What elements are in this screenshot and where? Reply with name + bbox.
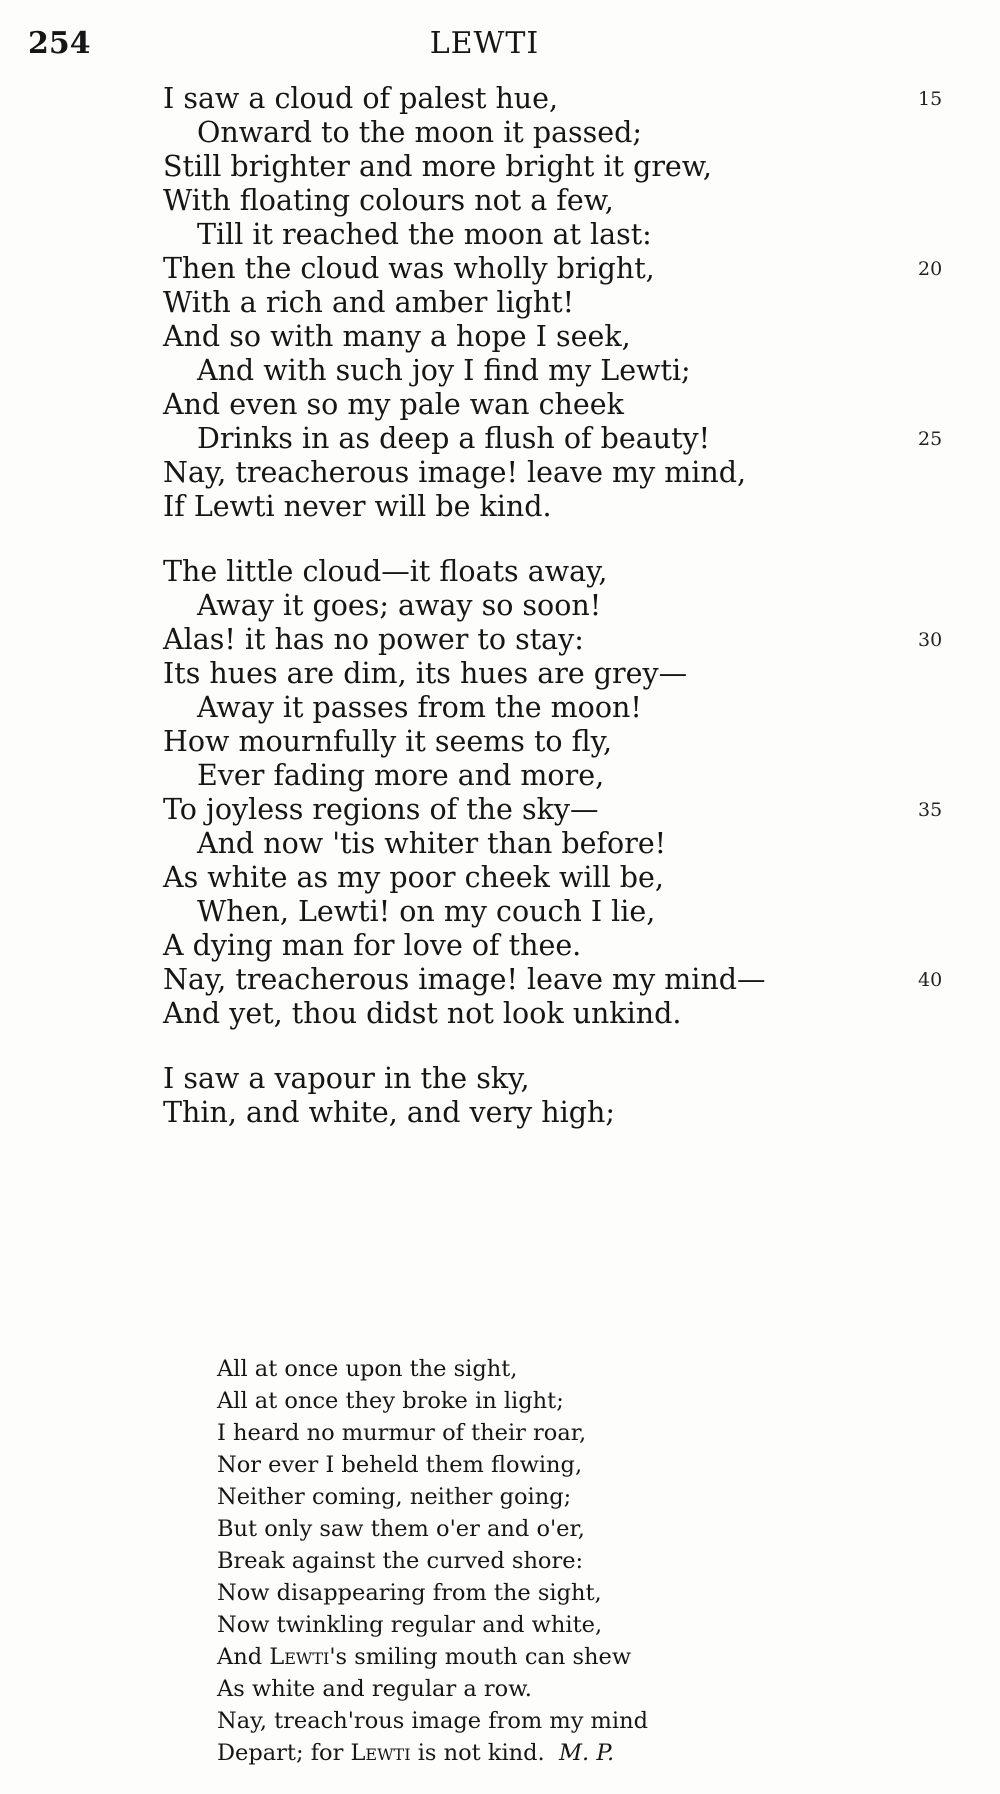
line-number: 40 — [918, 969, 943, 991]
line-number: 15 — [918, 88, 943, 110]
poem-line: Onward to the moon it passed; — [197, 116, 643, 149]
footnote-line: Now disappearing from the sight, — [217, 1580, 602, 1606]
poem-line: When, Lewti! on my couch I lie, — [197, 895, 656, 928]
poem-line: As white as my poor cheek will be, — [163, 861, 664, 894]
footnote-line: Neither coming, neither going; — [217, 1484, 572, 1510]
footnote-text: 's smiling mouth can shew — [329, 1644, 632, 1670]
poem-line: Drinks in as deep a flush of beauty! — [197, 422, 711, 455]
signature: M. P. — [559, 1740, 615, 1766]
line-number: 30 — [918, 629, 943, 651]
name-lewti: Lewti — [350, 1740, 411, 1766]
line-number: 20 — [918, 258, 943, 280]
poem-line: With a rich and amber light! — [163, 286, 575, 319]
footnote-line: As white and regular a row. — [217, 1676, 532, 1702]
poem-line: Alas! it has no power to stay: — [163, 623, 584, 656]
poem-line: If Lewti never will be kind. — [163, 490, 552, 523]
footnote-line: Break against the curved shore: — [217, 1548, 584, 1574]
footnote-line: All at once they broke in light; — [217, 1388, 564, 1414]
footnote-line: Nor ever I beheld them flowing, — [217, 1452, 583, 1478]
poem-line: I saw a cloud of palest hue, — [163, 82, 559, 115]
running-title: LEWTI — [429, 26, 540, 61]
page-number: 254 — [28, 26, 91, 61]
footnote-text: And — [217, 1644, 270, 1670]
poem-line: And with such joy I find my Lewti; — [197, 354, 691, 387]
footnote-text: is not kind. — [410, 1740, 545, 1766]
line-number: 25 — [918, 428, 943, 450]
poem-line: Thin, and white, and very high; — [163, 1096, 615, 1129]
name-lewti: Lewti — [269, 1644, 330, 1670]
footnote-line: All at once upon the sight, — [217, 1356, 518, 1382]
poem-line: The little cloud—it floats away, — [163, 555, 608, 588]
line-number: 35 — [918, 799, 943, 821]
poem-line: Away it goes; away so soon! — [197, 589, 602, 622]
poem-line: Then the cloud was wholly bright, — [163, 252, 655, 285]
footnote-line — [217, 1641, 631, 1673]
footnote-text: Depart; for — [217, 1740, 351, 1766]
poem-line: And now 'tis whiter than before! — [197, 827, 667, 860]
poem-line: I saw a vapour in the sky, — [163, 1062, 530, 1095]
footnote-line: Now twinkling regular and white, — [217, 1612, 603, 1638]
footnote-line: But only saw them o'er and o'er, — [217, 1516, 585, 1542]
footnote-line — [217, 1737, 614, 1769]
poem-line: Nay, treacherous image! leave my mind, — [163, 456, 747, 489]
poem-line: How mournfully it seems to fly, — [163, 725, 613, 758]
poem-line: Ever fading more and more, — [197, 759, 605, 792]
poem-line: To joyless regions of the sky— — [163, 793, 599, 826]
poem-line: With floating colours not a few, — [163, 184, 614, 217]
poem-line: And so with many a hope I seek, — [163, 320, 631, 353]
poem-line: Away it passes from the moon! — [197, 691, 642, 724]
poem-line: And yet, thou didst not look unkind. — [163, 997, 682, 1030]
poem-line: A dying man for love of thee. — [163, 929, 582, 962]
footnote-line: Nay, treach'rous image from my mind — [217, 1708, 648, 1734]
poem-line: Still brighter and more bright it grew, — [163, 150, 712, 183]
poem-line: Nay, treacherous image! leave my mind— — [163, 963, 766, 996]
footnote-line: I heard no murmur of their roar, — [217, 1420, 587, 1446]
poem-line: Its hues are dim, its hues are grey— — [163, 657, 688, 690]
poem-line: And even so my pale wan cheek — [163, 388, 624, 421]
poem-line: Till it reached the moon at last: — [197, 218, 652, 251]
